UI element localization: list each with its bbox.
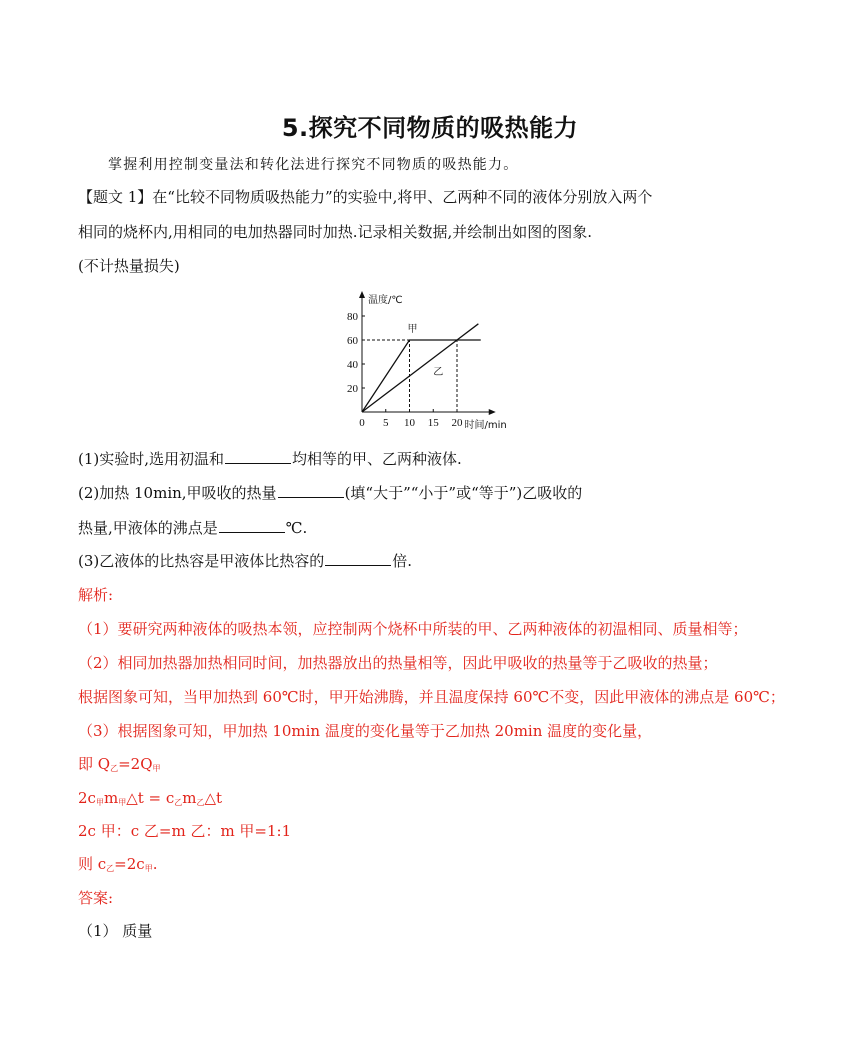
y-axis-arrow bbox=[359, 291, 365, 298]
question-2 bbox=[78, 482, 582, 504]
question-2-text-d: ℃. bbox=[285, 519, 308, 537]
problem-line-1: 【题文 1】在“比较不同物质吸热能力”的实验中,将甲、乙两种不同的液体分别放入两个 bbox=[78, 188, 653, 206]
formula-4-sub: 甲 bbox=[144, 864, 153, 873]
problem-line-3: (不计热量损失) bbox=[78, 257, 180, 275]
series-label-jia: 甲 bbox=[407, 324, 418, 335]
formula-4-part: =2c bbox=[114, 855, 145, 873]
question-2-cont bbox=[78, 517, 307, 539]
question-1-text-a: (1)实验时,选用初温和 bbox=[78, 450, 225, 468]
formula-2-part: m bbox=[182, 789, 197, 807]
formula-2-sub: 甲 bbox=[95, 798, 104, 807]
answer-blank-1 bbox=[225, 449, 291, 464]
question-1-text-b: 均相等的甲、乙两种液体. bbox=[292, 450, 462, 468]
formula-1-sub: 乙 bbox=[110, 764, 119, 773]
series-line-2 bbox=[362, 324, 478, 412]
question-3-text-b: 倍. bbox=[392, 552, 413, 570]
formula-2-part: m bbox=[103, 789, 119, 807]
formula-1-sub: 甲 bbox=[152, 764, 161, 773]
question-2-text-b: (填“大于”“小于”或“等于”)乙吸收的 bbox=[344, 484, 583, 502]
question-2-text-a: (2)加热 10min,甲吸收的热量 bbox=[78, 484, 277, 502]
formula-4-part: 则 c bbox=[78, 855, 107, 873]
answer-line-1: （1） 质量 bbox=[78, 922, 153, 940]
question-2-text-c: 热量,甲液体的沸点是 bbox=[78, 519, 218, 537]
x-axis-label: 时间/min bbox=[464, 420, 507, 431]
formula-1 bbox=[78, 753, 161, 780]
answer-label: 答案: bbox=[78, 889, 114, 907]
formula-1-part: 即 Q bbox=[78, 755, 111, 773]
formula-2-sub: 甲 bbox=[118, 798, 127, 807]
analysis-label: 解析: bbox=[78, 586, 114, 604]
formula-4 bbox=[78, 853, 157, 880]
formula-4-sub: 乙 bbox=[106, 864, 115, 873]
question-3 bbox=[78, 550, 412, 572]
x-tick-label: 0 bbox=[359, 417, 365, 429]
formula-2-part: △t = c bbox=[126, 789, 175, 807]
y-tick-label: 40 bbox=[347, 359, 358, 371]
answer-blank-3 bbox=[219, 518, 285, 533]
answer-blank-2 bbox=[278, 483, 344, 498]
formula-1-part: =2Q bbox=[118, 755, 153, 773]
temperature-time-chart bbox=[338, 288, 524, 434]
formula-2-part: 2c bbox=[78, 789, 96, 807]
analysis-line-2: （2）相同加热器加热相同时间，加热器放出的热量相等，因此甲吸收的热量等于乙吸收的热量； bbox=[78, 654, 718, 672]
y-axis-label: 温度/℃ bbox=[368, 295, 403, 306]
x-axis-arrow bbox=[489, 409, 496, 415]
y-tick-label: 80 bbox=[347, 311, 358, 323]
series-label-yi: 乙 bbox=[433, 366, 444, 378]
analysis-line-1: （1）要研究两种液体的吸热本领，应控制两个烧杯中所装的甲、乙两种液体的初温相同、质量相等； bbox=[78, 620, 748, 638]
formula-2-part: △t bbox=[204, 789, 223, 807]
analysis-line-4: （3）根据图象可知，甲加热 10min 温度的变化量等于乙加热 20min 温度的变化量， bbox=[78, 722, 653, 740]
question-1 bbox=[78, 448, 462, 470]
analysis-line-3: 根据图象可知，当甲加热到 60℃时，甲开始沸腾，并且温度保持 60℃不变，因此甲液体的沸点是 60℃； bbox=[78, 688, 785, 706]
x-tick-label: 5 bbox=[383, 417, 389, 429]
formula-2-sub: 乙 bbox=[174, 798, 183, 807]
page-title: 5.探究不同物质的吸热能力 bbox=[281, 114, 579, 142]
question-3-text-a: (3)乙液体的比热容是甲液体比热容的 bbox=[78, 552, 325, 570]
learning-objective: 掌握利用控制变量法和转化法进行探究不同物质的吸热能力。 bbox=[108, 157, 519, 173]
x-tick-label: 20 bbox=[451, 417, 463, 429]
x-tick-label: 10 bbox=[404, 417, 415, 429]
x-tick-label: 15 bbox=[427, 417, 439, 429]
formula-3: 2c 甲：c 乙=m 乙：m 甲=1:1 bbox=[78, 822, 292, 840]
answer-blank-4 bbox=[325, 551, 391, 566]
y-tick-label: 20 bbox=[347, 383, 358, 395]
formula-2 bbox=[78, 787, 222, 814]
y-tick-label: 60 bbox=[347, 335, 358, 347]
series-line-1 bbox=[362, 340, 481, 412]
formula-4-part: . bbox=[152, 855, 158, 873]
problem-line-2: 相同的烧杯内,用相同的电加热器同时加热.记录相关数据,并绘制出如图的图象. bbox=[78, 223, 593, 241]
formula-2-sub: 乙 bbox=[196, 798, 205, 807]
